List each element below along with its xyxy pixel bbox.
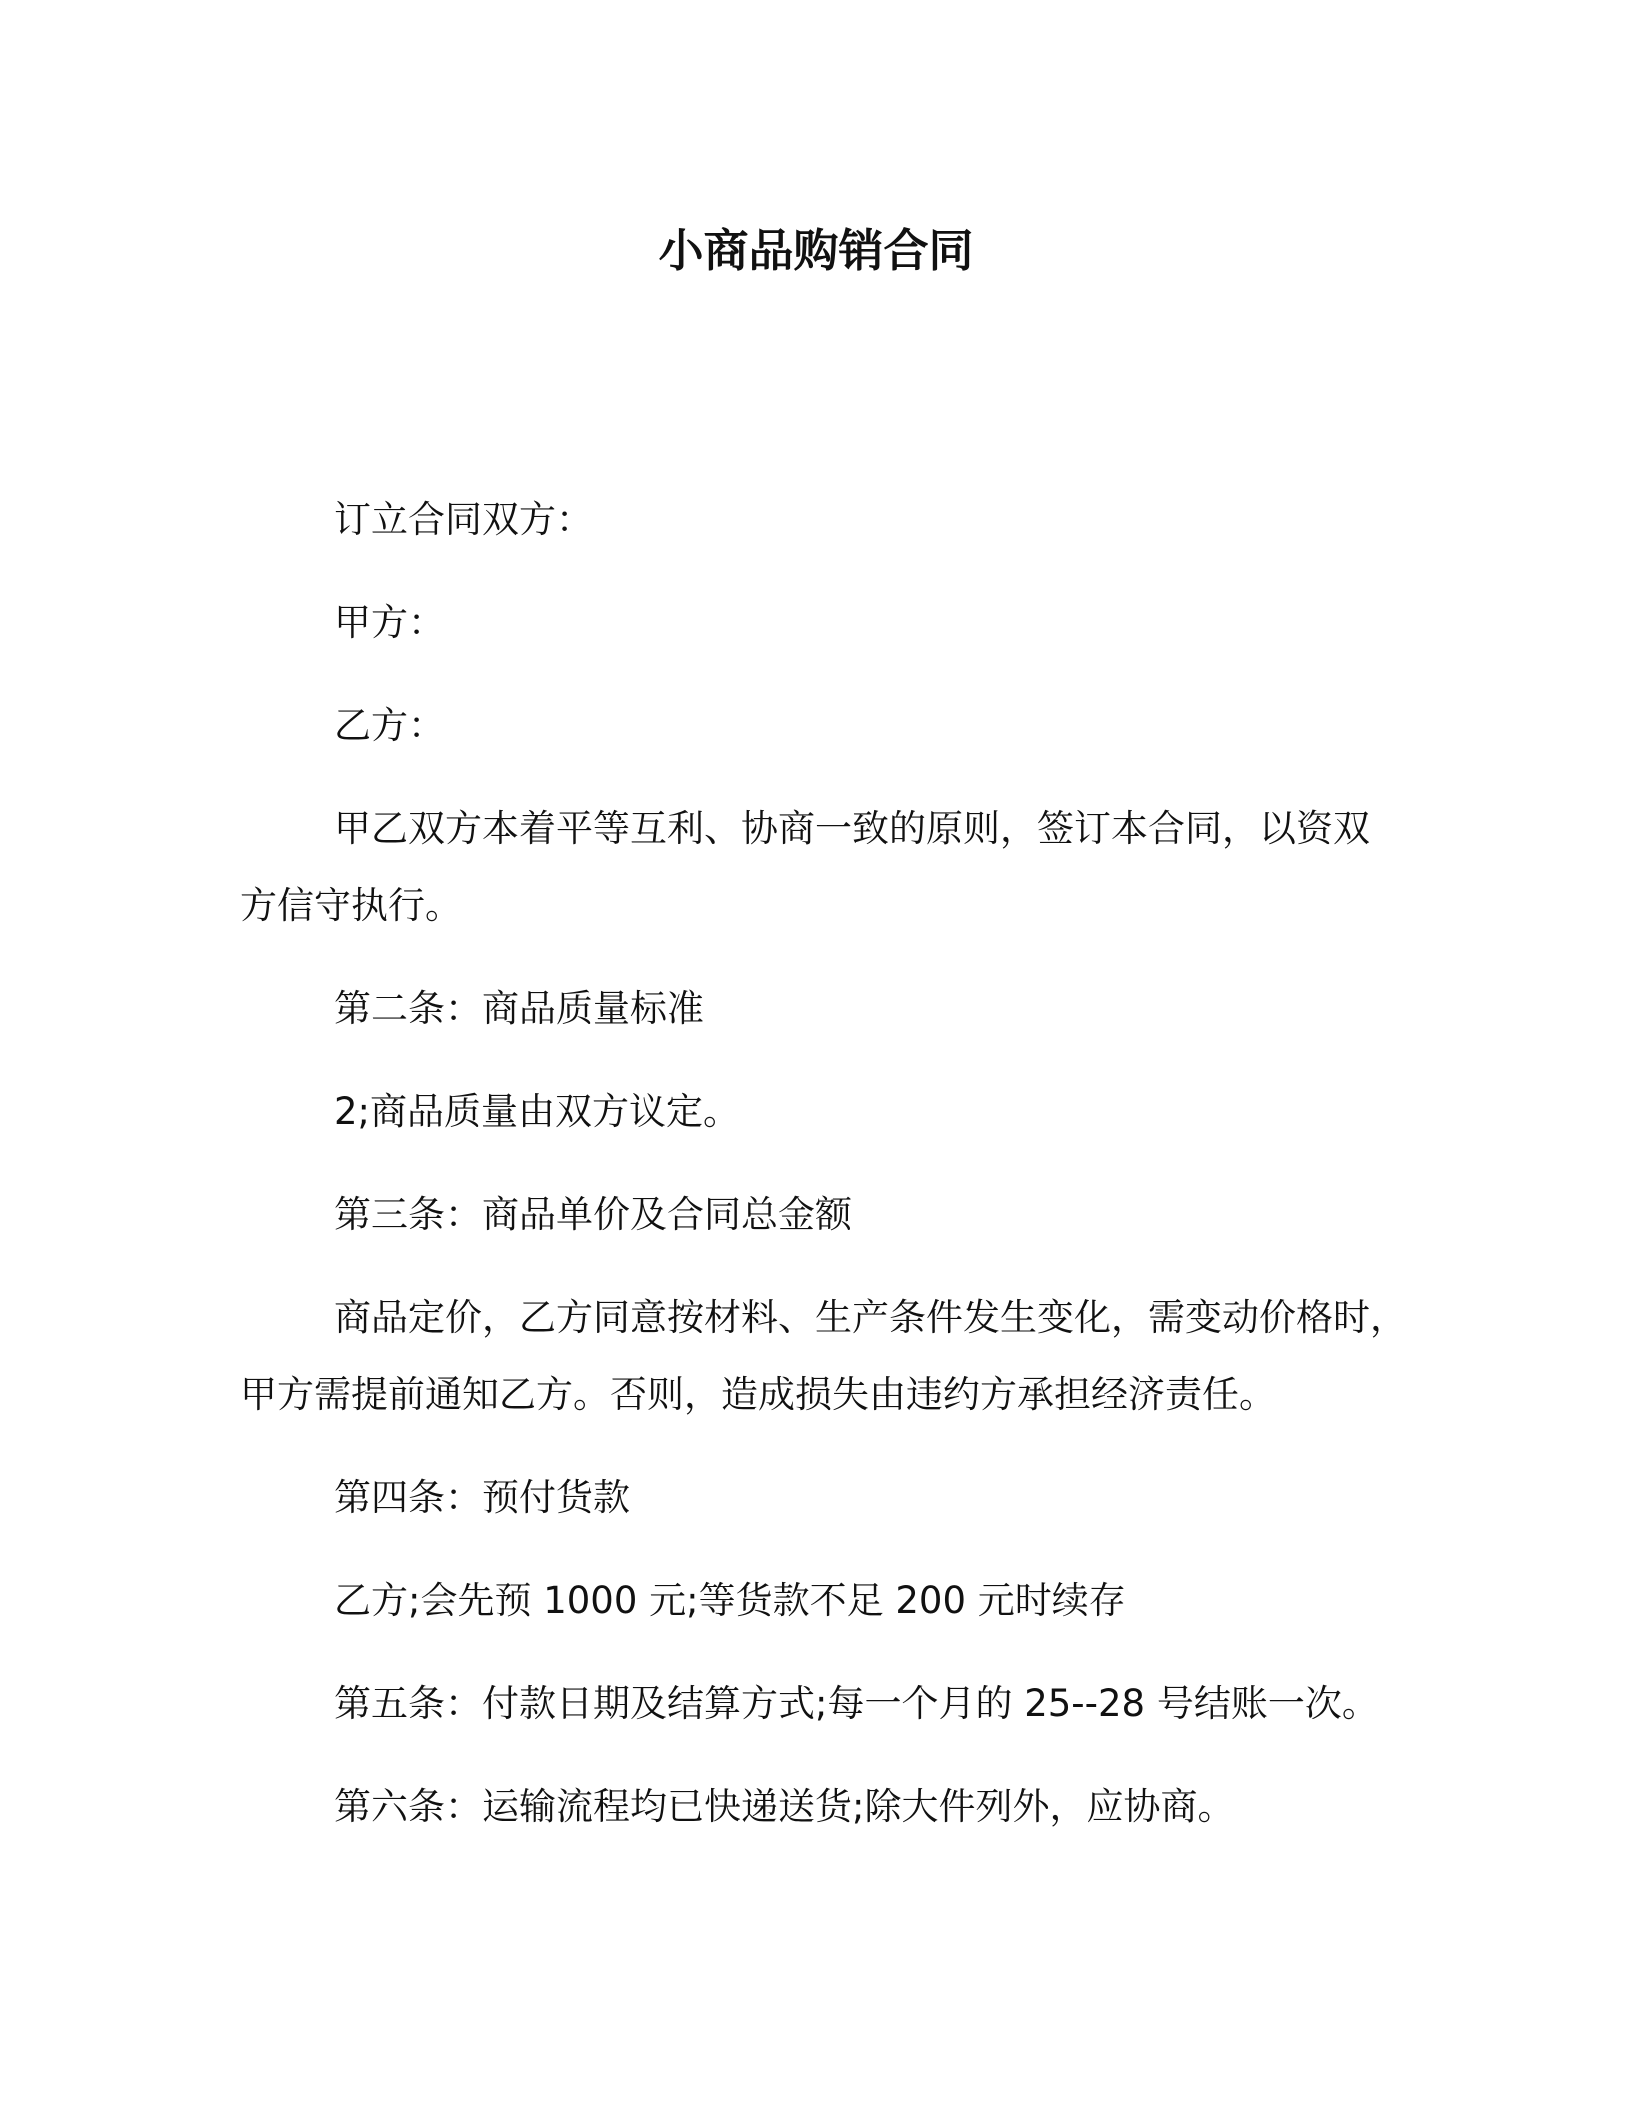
article-4-body: 乙方;会先预 1000 元;等货款不足 200 元时续存 [334, 1579, 1126, 1622]
preamble-paragraph-line-2: 方信守执行。 [240, 884, 462, 927]
parties-heading: 订立合同双方： [334, 498, 593, 541]
article-2-body: 2;商品质量由双方议定。 [334, 1090, 741, 1133]
party-a-line: 甲方： [334, 601, 445, 644]
article-3-body-line-1: 商品定价，乙方同意按材料、生产条件发生变化，需变动价格时， [334, 1296, 1407, 1339]
article-2-heading: 第二条：商品质量标准 [334, 987, 704, 1030]
document-title: 小商品购销合同 [658, 224, 974, 277]
party-b-line: 乙方： [334, 704, 445, 747]
article-6-line: 第六条：运输流程均已快递送货;除大件列外，应协商。 [334, 1785, 1235, 1828]
article-3-body-line-2: 甲方需提前通知乙方。否则，造成损失由违约方承担经济责任。 [240, 1373, 1276, 1416]
article-3-heading: 第三条：商品单价及合同总金额 [334, 1193, 852, 1236]
article-4-heading: 第四条：预付货款 [334, 1476, 630, 1519]
article-5-line: 第五条：付款日期及结算方式;每一个月的 25--28 号结账一次。 [334, 1682, 1379, 1725]
preamble-paragraph-line-1: 甲乙双方本着平等互利、协商一致的原则，签订本合同，以资双 [334, 807, 1370, 850]
